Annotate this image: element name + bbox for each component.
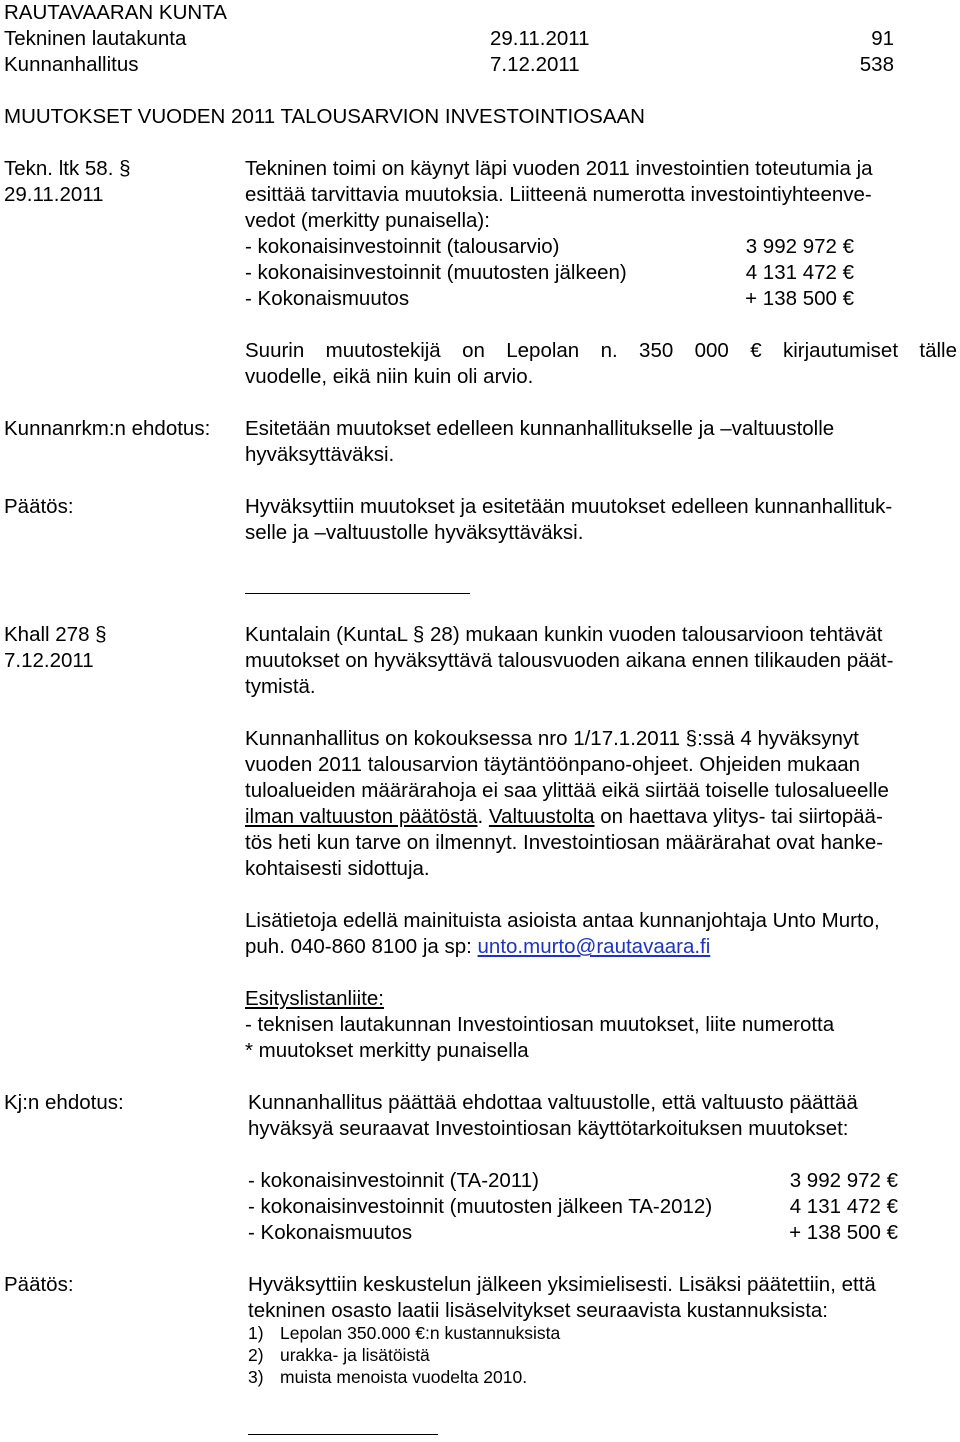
bottom-divider xyxy=(248,1434,438,1435)
tekn-para-line: vedot (merkitty punaisella): xyxy=(245,209,490,232)
khall-decision-line: tekninen osasto laatii lisäselvitykset seuraavista kustannuksista: xyxy=(248,1299,828,1322)
list-item xyxy=(248,1344,430,1366)
khall-proposal-line: hyväksyä seuraavat Investointiosan käyttötarkoituksen muutokset: xyxy=(248,1117,849,1140)
khall-para3-line: Lisätietoja edellä mainituista asioista antaa kunnanjohtaja Unto Murto, xyxy=(245,909,880,932)
khall-para1-line: tymistä. xyxy=(245,675,316,698)
tekn-proposal-line: hyväksyttäväksi. xyxy=(245,443,395,466)
khall-para1-line: muutokset on hyväksyttävä talousvuoden aikana ennen tilikauden päät- xyxy=(245,649,894,672)
khall-item-value: 4 131 472 € xyxy=(789,1195,898,1218)
list-item xyxy=(248,1366,528,1388)
khall-para1-line: Kuntalain (KuntaL § 28) mukaan kunkin vuoden talousarvioon tehtävät xyxy=(245,623,883,646)
tekn-note xyxy=(245,338,957,390)
khall-proposal-label: Kj:n ehdotus: xyxy=(4,1091,124,1114)
tekn-note-line: Suurin muutostekijä on Lepolan n. 350 000 € kirjautumiset tälle xyxy=(245,339,957,362)
attachment-line: - teknisen lautakunnan Investointiosan muutokset, liite numerotta xyxy=(245,1013,835,1036)
khall-reference: Khall 278 § xyxy=(4,623,107,646)
underlined-text: ilman valtuuston päätöstä xyxy=(245,805,478,828)
khall-item-value: 3 992 972 € xyxy=(789,1169,898,1192)
khall-para2-line: tös heti kun tarve on ilmennyt. Investointiosan määrärahat ovat hanke- xyxy=(245,831,884,854)
khall-decision-line: Hyväksyttiin keskustelun jälkeen yksimielisesti. Lisäksi päätettiin, että xyxy=(248,1273,876,1296)
header-page-2: 538 xyxy=(859,53,894,76)
tekn-reference: Tekn. ltk 58. § xyxy=(4,157,131,180)
tekn-decision-line: Hyväksyttiin muutokset ja esitetään muutokset edelleen kunnanhallituk- xyxy=(245,495,893,518)
header-body-2: Kunnanhallitus xyxy=(4,53,139,76)
list-item xyxy=(248,1322,561,1344)
khall-item-value: + 138 500 € xyxy=(789,1221,898,1244)
khall-item-label: - kokonaisinvestoinnit (TA-2011) xyxy=(248,1169,539,1192)
tekn-item-value: 4 131 472 € xyxy=(745,261,854,284)
text: . xyxy=(477,805,489,828)
text: puh. 040-860 8100 ja sp: xyxy=(245,935,478,958)
tekn-proposal-label: Kunnanrkm:n ehdotus: xyxy=(4,417,211,440)
tekn-item-value: + 138 500 € xyxy=(745,287,854,310)
tekn-item-value: 3 992 972 € xyxy=(745,235,854,258)
khall-para3-line xyxy=(245,934,710,960)
email-link[interactable]: unto.murto@rautavaara.fi xyxy=(477,935,711,958)
khall-proposal-line: Kunnanhallitus päättää ehdottaa valtuustolle, että valtuusto päättää xyxy=(248,1091,858,1114)
tekn-note-line: vuodelle, eikä niin kuin oli arvio. xyxy=(245,365,534,388)
khall-item-label: - Kokonaismuutos xyxy=(248,1221,413,1244)
khall-decision-label: Päätös: xyxy=(4,1273,74,1296)
list-number: 1) xyxy=(248,1323,264,1343)
tekn-para-line: esittää tarvittavia muutoksia. Liitteenä numerotta investointiyhteenve- xyxy=(245,183,872,206)
text: on haettava ylitys- tai siirtopää- xyxy=(594,805,883,828)
tekn-item-label: - kokonaisinvestoinnit (muutosten jälkeen) xyxy=(245,261,627,284)
tekn-item-label: - kokonaisinvestoinnit (talousarvio) xyxy=(245,235,560,258)
list-text: Lepolan 350.000 €:n kustannuksista xyxy=(280,1323,561,1343)
tekn-para-line: Tekninen toimi on käynyt läpi vuoden 2011 investointien toteutumia ja xyxy=(245,157,873,180)
document-title: MUUTOKSET VUODEN 2011 TALOUSARVION INVESTOINTIOSAAN xyxy=(4,105,645,128)
list-number: 3) xyxy=(248,1367,264,1387)
list-text: urakka- ja lisätöistä xyxy=(280,1345,430,1365)
list-number: 2) xyxy=(248,1345,264,1365)
section-divider xyxy=(245,593,470,594)
attachment-title: Esityslistanliite: xyxy=(245,987,384,1010)
tekn-proposal-line: Esitetään muutokset edelleen kunnanhallitukselle ja –valtuustolle xyxy=(245,417,835,440)
khall-item-label: - kokonaisinvestoinnit (muutosten jälkeen TA-2012) xyxy=(248,1195,713,1218)
khall-para2-line: tuloalueiden määrärahoja ei saa ylittää eikä siirtää toiselle tulosalueelle xyxy=(245,779,889,802)
underlined-text: Valtuustolta xyxy=(488,805,595,828)
khall-para2-line xyxy=(245,804,883,830)
khall-date: 7.12.2011 xyxy=(4,649,94,672)
header-page-1: 91 xyxy=(871,27,894,50)
list-text: muista menoista vuodelta 2010. xyxy=(280,1367,528,1387)
khall-para2-line: Kunnanhallitus on kokouksessa nro 1/17.1.2011 §:ssä 4 hyväksynyt xyxy=(245,727,859,750)
header-date-2: 7.12.2011 xyxy=(490,53,580,76)
khall-para2-line: vuoden 2011 talousarvion täytäntöönpano-ohjeet. Ohjeiden mukaan xyxy=(245,753,861,776)
tekn-date: 29.11.2011 xyxy=(4,183,104,206)
tekn-item-label: - Kokonaismuutos xyxy=(245,287,410,310)
header-date-1: 29.11.2011 xyxy=(490,27,590,50)
tekn-decision-line: selle ja –valtuustolle hyväksyttäväksi. xyxy=(245,521,584,544)
attachment-line: * muutokset merkitty punaisella xyxy=(245,1039,529,1062)
header-body-1: Tekninen lautakunta xyxy=(4,27,187,50)
tekn-decision-label: Päätös: xyxy=(4,495,74,518)
organization-name: RAUTAVAARAN KUNTA xyxy=(4,1,227,24)
khall-para2-line: kohtaisesti sidottuja. xyxy=(245,857,430,880)
